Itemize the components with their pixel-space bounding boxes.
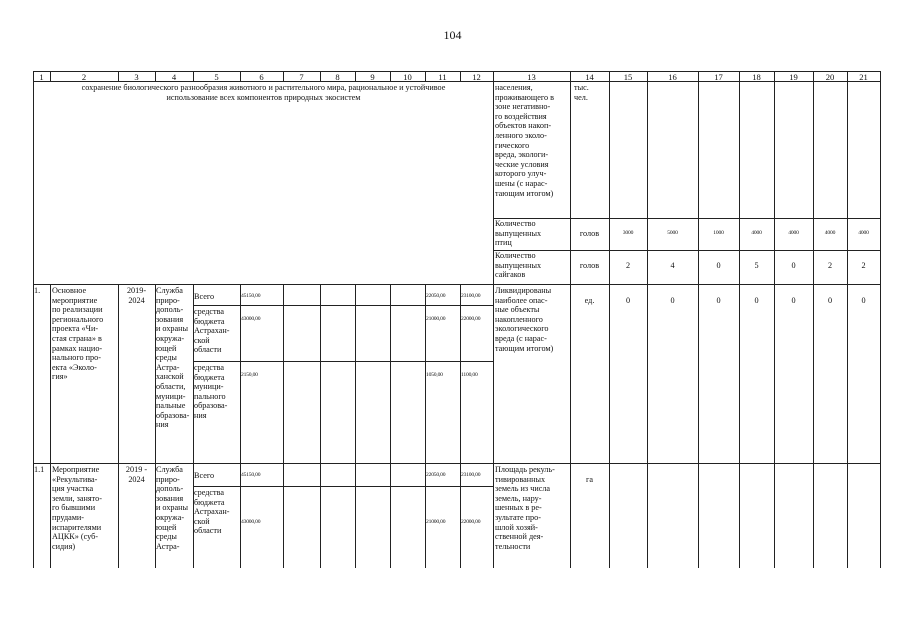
funding-year-value: 1050,00 [426, 372, 443, 378]
funding-source: Всего [194, 471, 215, 480]
funding-total: 45150,00 [241, 472, 261, 478]
funding-source: Всего [194, 292, 215, 301]
indicator-unit: голов [579, 261, 600, 270]
rule-line [739, 71, 740, 568]
column-number-1: 1 [39, 71, 44, 82]
indicator-value: 2 [827, 261, 833, 270]
indicator-value: 5 [754, 261, 759, 270]
measure-row-border [33, 284, 880, 285]
measure-number: 1.1 [34, 465, 45, 474]
funding-year-value: 22000,00 [461, 519, 481, 525]
measure-value: 0 [861, 296, 866, 305]
rule-line [847, 71, 848, 568]
funding-source: средства бюджета муници- пального образова- ния [194, 363, 228, 420]
measure-value: 0 [625, 296, 631, 305]
funding-total: 45150,00 [241, 293, 261, 299]
measure-value: 0 [716, 296, 721, 305]
column-number-4: 4 [171, 71, 177, 82]
column-number-17: 17 [714, 71, 723, 82]
measure-period: 2019- 2024 [126, 286, 147, 305]
indicator-name: Количество выпущенных сайгаков [495, 251, 542, 280]
indicator-value: 3000 [622, 230, 634, 236]
measure-executor: Служба приро- дополь- зования и охраны окружа- ющей среды Астра- [156, 465, 189, 551]
column-number-7: 7 [299, 71, 304, 82]
indicator-value: 0 [716, 261, 721, 270]
funding-year-value: 21000,00 [426, 519, 446, 525]
funding-year-value: 22050,00 [426, 472, 446, 478]
funding-year-value: 23100,00 [461, 293, 481, 299]
table-right-border [880, 71, 881, 568]
rule-line [774, 71, 775, 568]
rule-line [609, 71, 610, 568]
column-number-8: 8 [335, 71, 340, 82]
column-number-14: 14 [585, 71, 594, 82]
funding-year-value: 21000,00 [426, 316, 446, 322]
measure-name: Мероприятие «Рекультива- ция участка земли, занято- го бывшими прудами- испарителями АЦКК» (суб- сидия) [52, 465, 102, 551]
table-left-border [33, 71, 34, 568]
column-number-9: 9 [370, 71, 375, 82]
source-row-border [193, 361, 493, 362]
rule-line [50, 284, 51, 568]
measure-number: 1. [34, 286, 41, 295]
column-number-5: 5 [214, 71, 219, 82]
column-number-15: 15 [623, 71, 633, 82]
measure-indicator: Площадь рекуль- тивированных земель из числа земель, нару- шенных в ре- зультате про- шлой хозяй- ственной дея- тельности [495, 465, 555, 551]
column-number-20: 20 [825, 71, 835, 82]
indicator-value: 2 [861, 261, 866, 270]
column-number-3: 3 [134, 71, 139, 82]
source-row-border [193, 486, 493, 487]
funding-source: средства бюджета Астрахан- ской области [194, 307, 230, 355]
column-number-11: 11 [438, 71, 447, 82]
measure-unit: га [586, 475, 593, 484]
source-row-border [193, 305, 493, 306]
goal-text: сохранение биологического разнообразия животного и растительного мира, рациональное и устойчивое использование всех компонентов природных экосистем [81, 83, 446, 102]
column-number-13: 13 [527, 71, 536, 82]
measure-value: 0 [670, 296, 675, 305]
column-number-18: 18 [752, 71, 761, 82]
funding-year-value: 22000,00 [461, 316, 481, 322]
rule-line [390, 284, 391, 568]
funding-total: 2150,00 [241, 372, 258, 378]
measure-value: 0 [827, 296, 833, 305]
rule-line [320, 284, 321, 568]
measure-unit: ед. [584, 296, 595, 305]
funding-source: средства бюджета Астрахан- ской области [194, 488, 230, 536]
funding-year-value: 1100,00 [461, 372, 478, 378]
indicator-value: 4000 [858, 230, 869, 236]
column-number-16: 16 [668, 71, 677, 82]
indicator-value: 5000 [667, 230, 678, 236]
column-number-10: 10 [403, 71, 412, 82]
top-indicator-unit: тыс. чел. [574, 83, 589, 102]
indicator-value: 4000 [788, 230, 799, 236]
indicator-value: 1000 [713, 230, 724, 236]
rule-line [647, 71, 648, 568]
funding-year-value: 23100,00 [461, 472, 481, 478]
column-number-19: 19 [789, 71, 798, 82]
funding-year-value: 22050,00 [426, 293, 446, 299]
top-indicator-name: населения, проживающего в зоне негативно- го воздействия объектов накоп- ленного эколо- гического вреда, экологи- ческие условия которого улуч- шены (с нарас- тающим итогом) [495, 83, 555, 198]
indicator-value: 2 [625, 261, 631, 270]
indicator-value: 4 [670, 261, 675, 270]
rule-line [283, 284, 284, 568]
measure-value: 0 [791, 296, 796, 305]
column-number-6: 6 [259, 71, 264, 82]
measure-row-border [33, 463, 880, 464]
indicator-unit: голов [579, 229, 600, 238]
indicator-value: 0 [791, 261, 796, 270]
measure-value: 0 [754, 296, 759, 305]
measure-period: 2019 - 2024 [125, 465, 148, 484]
page-number: 104 [443, 28, 462, 42]
column-number-12: 12 [472, 71, 481, 82]
funding-total: 43000,00 [241, 316, 261, 322]
measure-name: Основное мероприятие по реализации регионального проекта «Чи- стая страна» в рамках нацио- нального про- екта «Эколо- гия» [52, 286, 104, 382]
measure-indicator: Ликвидированы наиболее опас- ные объекты накопленного экологического вреда (с нарас- тающим итогом) [495, 286, 554, 353]
rule-line [355, 284, 356, 568]
indicator-name: Количество выпущенных птиц [495, 219, 542, 248]
rule-line [698, 71, 699, 568]
measure-executor: Служба приро- дополь- зования и охраны окружа- ющей среды Астра- ханской области, муници- пальные образова- ния [156, 286, 190, 430]
column-number-2: 2 [81, 71, 87, 82]
indicator-value: 4000 [751, 230, 762, 236]
indicator-value: 4000 [824, 230, 836, 236]
funding-total: 43000,00 [241, 519, 261, 525]
column-number-21: 21 [859, 71, 868, 82]
rule-line [118, 284, 119, 568]
rule-line [813, 71, 814, 568]
